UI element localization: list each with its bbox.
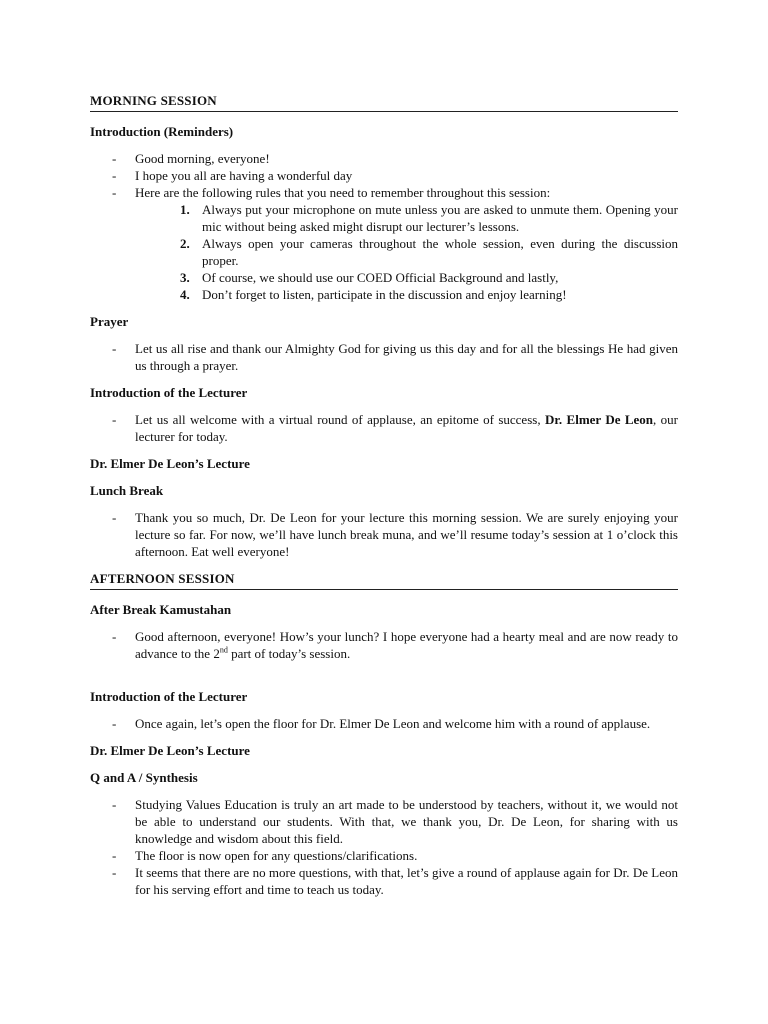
qa-synthesis-heading: Q and A / Synthesis [90,770,198,785]
list-item: - I hope you all are having a wonderful day [90,167,678,184]
prayer-heading: Prayer [90,314,129,329]
rule-item [90,269,678,286]
lecturer-intro-list-2 [90,715,678,732]
list-item: - It seems that there are no more questions, with that, let’s give a round of applause again for Dr. De Leon for his serving effort and time to teach us today. [90,864,678,898]
lecturer-intro-heading-2: Introduction of the Lecturer [90,689,248,704]
rule-text: Always put your microphone on mute unless you are asked to unmute them. Opening your mic without being asked might disrupt our lecturer’s lessons. [202,202,678,234]
list-item: - Thank you so much, Dr. De Leon for your lecture this morning session. We are surely enjoying your lecture so far. For now, we’ll have lunch break muna, and we’ll resume today’s session at 1 o’clock this afternoon. Eat well everyone! [90,509,678,560]
list-item [90,411,678,445]
rule-number: 1. [180,202,190,217]
list-item: - Studying Values Education is truly an art made to be understood by teachers, without it, we would not be able to understand our students. With that, we thank you, Dr. De Leon, for sharing with us knowledge and wisdom about this field. [90,796,678,847]
lecturer-intro-list [90,411,678,445]
prayer-list [90,340,678,374]
list-item [90,184,678,201]
list-item: - Once again, let’s open the floor for Dr. Elmer De Leon and welcome him with a round of applause. [90,715,678,732]
morning-session-title: MORNING SESSION [90,92,678,112]
lunch-break-heading: Lunch Break [90,483,164,498]
rule-text: Always open your cameras throughout the whole session, even during the discussion proper. [202,236,678,268]
list-item: - Let us all rise and thank our Almighty God for giving us this day and for all the blessings He had given us through a prayer. [90,340,678,374]
document-content [90,92,678,908]
kamustahan-text: Good afternoon, everyone! How’s your lunch? I hope everyone had a hearty meal and are now ready to advance to the 2 [135,629,678,661]
kamustahan-heading: After Break Kamustahan [90,602,232,617]
ordinal-suffix: nd [219,645,228,655]
intro-reminders-list [90,150,678,201]
afternoon-session-title: AFTERNOON SESSION [90,570,678,590]
lunch-break-list [90,509,678,560]
list-item: - Good morning, everyone! [90,150,678,167]
kamustahan-text-end: part of today’s session. [227,646,351,661]
rule-item [90,286,678,303]
lecturer-intro-text-end: , our lecturer for today. [135,412,678,444]
lecturer-intro-text: Let us all welcome with a virtual round of applause, an epitome of success, [135,412,545,427]
rule-item [90,201,678,235]
rule-text: Of course, we should use our COED Official Background and lastly, [202,270,559,285]
rule-text: Don’t forget to listen, participate in the discussion and enjoy learning! [202,287,567,302]
lecturer-intro-heading: Introduction of the Lecturer [90,385,248,400]
intro-reminders-heading: Introduction (Reminders) [90,124,234,139]
session-rules-list [90,201,678,303]
rule-number: 4. [180,287,190,302]
kamustahan-list [90,628,678,662]
list-item [90,628,678,662]
rule-number: 2. [180,236,190,251]
lecture-heading-2: Dr. Elmer De Leon’s Lecture [90,743,250,758]
lecture-heading: Dr. Elmer De Leon’s Lecture [90,456,250,471]
rule-item [90,235,678,269]
qa-synthesis-list [90,796,678,898]
list-item: - The floor is now open for any questions/clarifications. [90,847,678,864]
rules-intro-text: Here are the following rules that you need to remember throughout this session: [135,185,551,200]
lecturer-name: Dr. Elmer De Leon [544,412,654,427]
rule-number: 3. [180,270,190,285]
